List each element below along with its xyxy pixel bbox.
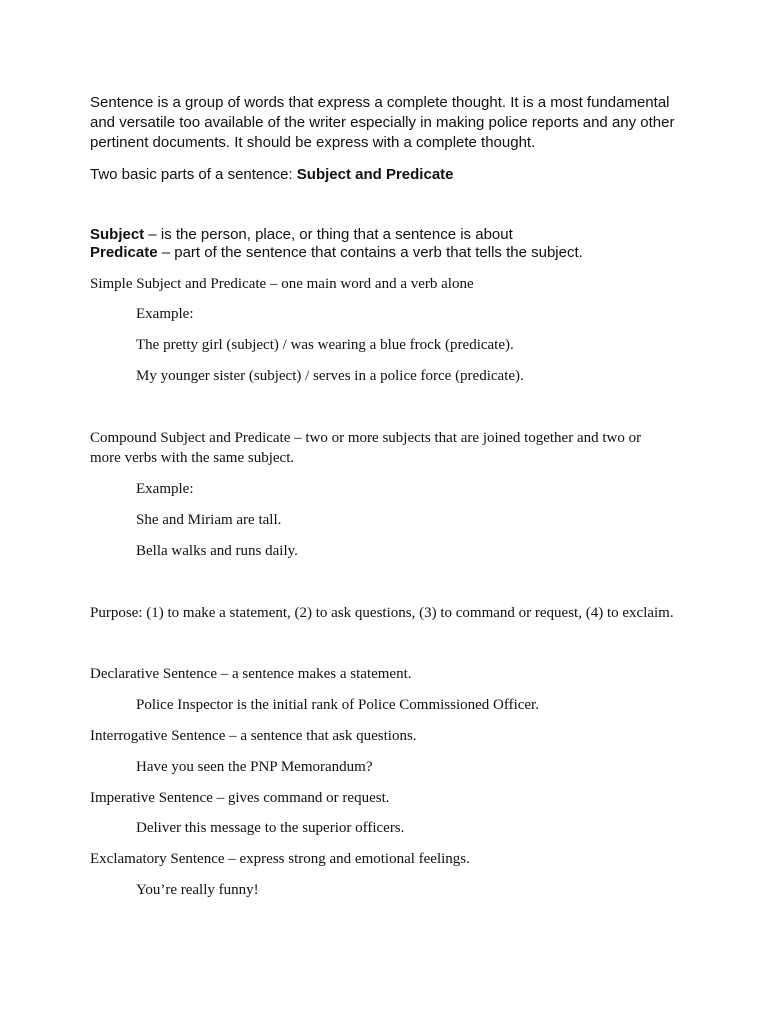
intro-line-3: pertinent documents. It should be express with a complete thought.: [90, 134, 536, 151]
interrogative-heading: Interrogative Sentence – a sentence that ask questions.: [90, 728, 417, 744]
compound-heading-line-1: Compound Subject and Predicate – two or more subjects that are joined together and two or: [90, 430, 642, 446]
simple-example-2: My younger sister (subject) / serves in a police force (predicate).: [136, 368, 524, 384]
intro-line-1: Sentence is a group of words that express a complete thought. It is a most fundamental: [90, 94, 670, 111]
compound-example-label: Example:: [136, 481, 194, 497]
predicate-definition: [90, 243, 583, 263]
exclamatory-heading: Exclamatory Sentence – express strong and emotional feelings.: [90, 851, 470, 867]
purpose-line: Purpose: (1) to make a statement, (2) to ask questions, (3) to command or request, (4) to exclaim.: [90, 605, 674, 621]
subject-term: Subject: [90, 226, 145, 243]
compound-example-2: Bella walks and runs daily.: [136, 543, 298, 559]
subject-definition: [90, 225, 513, 245]
subject-text: – is the person, place, or thing that a sentence is about: [144, 226, 513, 243]
exclamatory-example: You’re really funny!: [136, 882, 259, 898]
predicate-term: Predicate: [90, 244, 158, 261]
imperative-example: Deliver this message to the superior officers.: [136, 820, 405, 836]
simple-example-label: Example:: [136, 306, 194, 322]
declarative-example: Police Inspector is the initial rank of Police Commissioned Officer.: [136, 697, 539, 713]
simple-example-1: The pretty girl (subject) / was wearing a blue frock (predicate).: [136, 337, 514, 353]
compound-example-1: She and Miriam are tall.: [136, 512, 282, 528]
predicate-text: – part of the sentence that contains a verb that tells the subject.: [157, 244, 583, 261]
intro-line-2: and versatile too available of the writer especially in making police reports and any other: [90, 114, 675, 131]
parts-prefix: Two basic parts of a sentence:: [90, 166, 297, 183]
imperative-heading: Imperative Sentence – gives command or request.: [90, 790, 390, 806]
interrogative-example: Have you seen the PNP Memorandum?: [136, 759, 373, 775]
simple-heading: Simple Subject and Predicate – one main word and a verb alone: [90, 276, 474, 292]
compound-heading-line-2: more verbs with the same subject.: [90, 450, 295, 466]
declarative-heading: Declarative Sentence – a sentence makes a statement.: [90, 666, 412, 682]
parts-line: [90, 165, 454, 185]
parts-bold: Subject and Predicate: [296, 166, 454, 183]
